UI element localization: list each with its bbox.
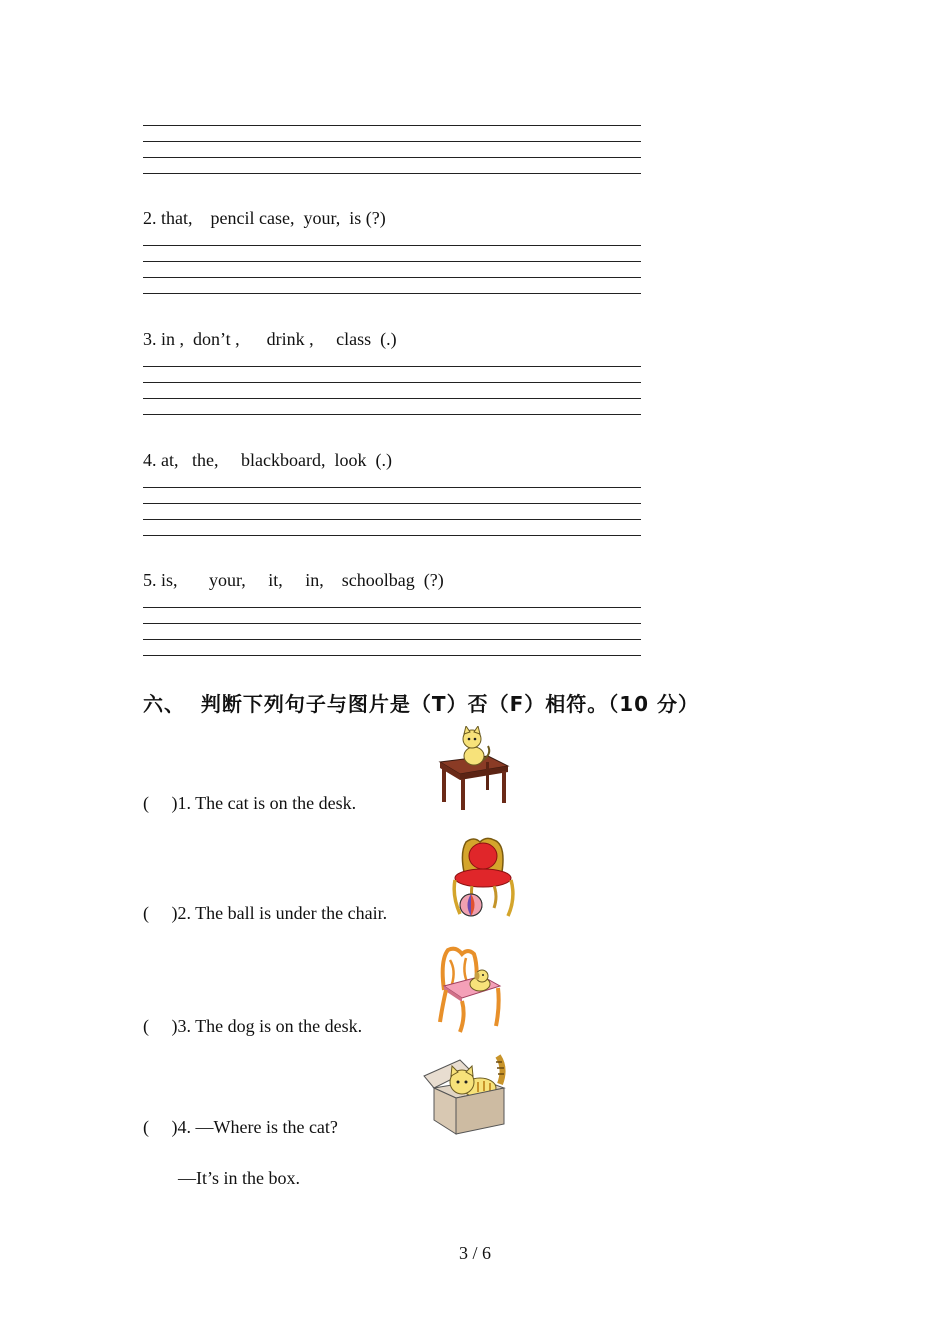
- rearrange-item-5: 5. is, your, it, in, schoolbag (?): [143, 570, 444, 590]
- judge-item-3[interactable]: ( )3. The dog is on the desk.: [143, 1016, 363, 1036]
- rearrange-item-2: 2. that, pencil case, your, is (?): [143, 208, 386, 228]
- cat-on-desk-picture: [436, 726, 510, 812]
- judge-item-4[interactable]: ( )4. —Where is the cat?: [143, 1117, 338, 1137]
- judge-item-4-answer: —It’s in the box.: [178, 1168, 300, 1188]
- cat-in-box-picture: [420, 1054, 508, 1136]
- rearrange-item-3: 3. in , don’t , drink , class (.): [143, 329, 397, 349]
- rearrange-item-4: 4. at, the, blackboard, look (.): [143, 450, 392, 470]
- page-number: 3 / 6: [458, 1243, 491, 1263]
- ball-under-chair-picture: [450, 836, 516, 922]
- dog-on-chair-picture: [436, 946, 502, 1034]
- judge-item-2[interactable]: ( )2. The ball is under the chair.: [143, 903, 388, 923]
- section-6-title: 六、 判断下列句子与图片是（T）否（F）相符。（10 分）: [143, 692, 700, 716]
- judge-item-1[interactable]: ( )1. The cat is on the desk.: [143, 793, 357, 813]
